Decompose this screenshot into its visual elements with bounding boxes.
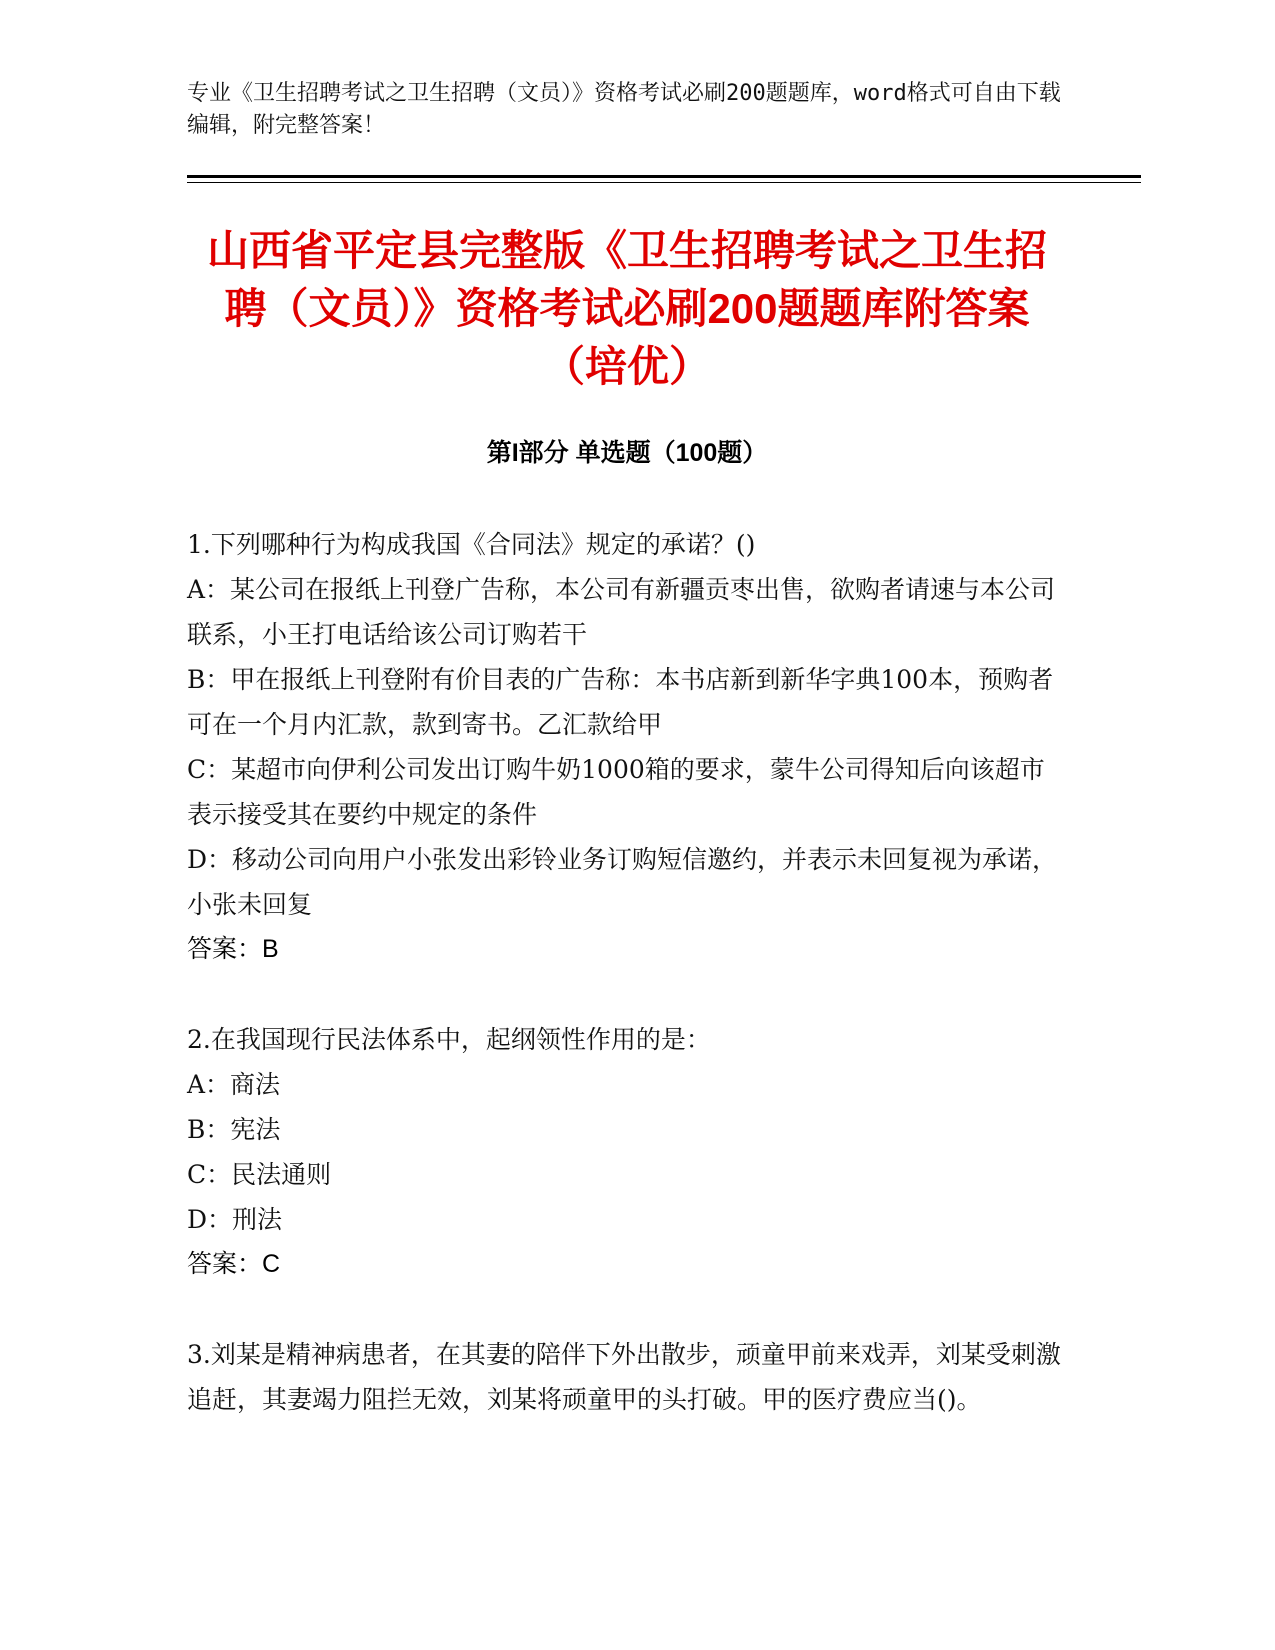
question-1 [187, 522, 1067, 972]
question-3 [187, 1332, 1067, 1422]
header-divider-thin [187, 182, 1141, 183]
document-title: 山西省平定县完整版《卫生招聘考试之卫生招聘（文员）》资格考试必刷200题题库附答案（培优） [206, 227, 1047, 390]
option-d: D：刑法 [187, 1205, 283, 1234]
question-text: 3.刘某是精神病患者，在其妻的陪伴下外出散步，顽童甲前来戏弄，刘某受刺激追赶，其妻竭力阻拦无效，刘某将顽童甲的头打破。甲的医疗费应当()。 [187, 1340, 1061, 1414]
header-note: 专业《卫生招聘考试之卫生招聘（文员）》资格考试必刷200题题库，word格式可自由下载编辑，附完整答案！ [187, 81, 1061, 138]
question-text: 2.在我国现行民法体系中，起纲领性作用的是： [187, 1025, 711, 1054]
section-title: 第I部分 单选题（100题） [486, 439, 768, 467]
question-text: 1.下列哪种行为构成我国《合同法》规定的承诺？() [187, 530, 756, 559]
answer: 答案：C [187, 1250, 281, 1278]
answer: 答案：B [187, 935, 279, 963]
option-b: B：甲在报纸上刊登附有价目表的广告称：本书店新到新华字典100本，预购者可在一个月内汇款，款到寄书。乙汇款给甲 [187, 665, 1054, 739]
question-list [187, 522, 1067, 1467]
option-d: D：移动公司向用户小张发出彩铃业务订购短信邀约，并表示未回复视为承诺，小张未回复 [187, 845, 1058, 919]
option-b: B：宪法 [187, 1115, 281, 1144]
question-2 [187, 1017, 1067, 1287]
option-a: A：商法 [187, 1070, 281, 1099]
option-c: C：某超市向伊利公司发出订购牛奶1000箱的要求，蒙牛公司得知后向该超市表示接受其在要约中规定的条件 [187, 755, 1045, 829]
option-c: C：民法通则 [187, 1160, 332, 1189]
header-divider-thick [187, 175, 1141, 178]
option-a: A：某公司在报纸上刊登广告称，本公司有新疆贡枣出售，欲购者请速与本公司联系，小王打电话给该公司订购若干 [187, 575, 1056, 649]
